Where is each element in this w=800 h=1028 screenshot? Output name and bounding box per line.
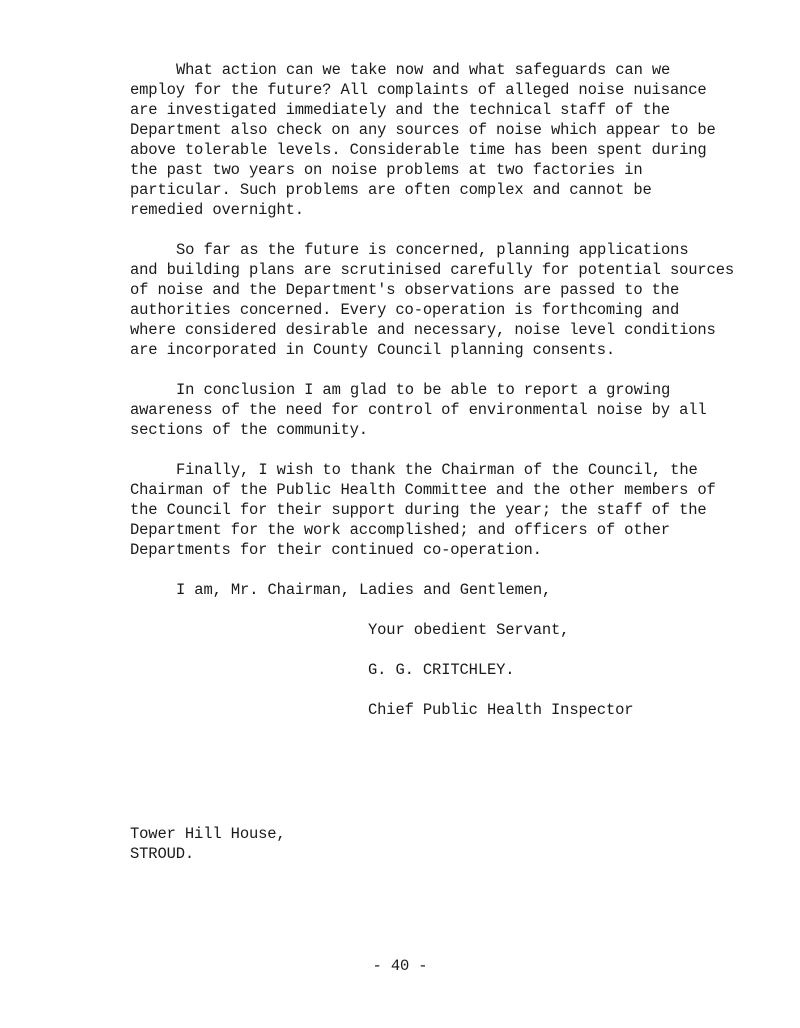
text-line: Department for the work accomplished; and officers of other (130, 521, 670, 539)
address-line: Tower Hill House, (130, 825, 286, 843)
signatory-position: Chief Public Health Inspector (368, 701, 634, 719)
text-line: the past two years on noise problems at two factories in (130, 161, 643, 179)
signatory-name: G. G. CRITCHLEY. (368, 661, 515, 679)
salutation: I am, Mr. Chairman, Ladies and Gentlemen, (176, 581, 552, 599)
text-line: awareness of the need for control of environmental noise by all (130, 401, 707, 419)
text-line: employ for the future? All complaints of alleged noise nuisance (130, 81, 707, 99)
text-line: What action can we take now and what safeguards can we (176, 61, 671, 79)
text-line: and building plans are scrutinised carefully for potential sources (130, 261, 735, 279)
valediction: Your obedient Servant, (368, 621, 570, 639)
text-line: particular. Such problems are often complex and cannot be (130, 181, 652, 199)
text-line: sections of the community. (130, 421, 368, 439)
text-line: So far as the future is concerned, planning applications (176, 241, 689, 259)
text-line: are incorporated in County Council planning consents. (130, 341, 616, 359)
text-line: Chairman of the Public Health Committee and the other members of (130, 481, 716, 499)
text-line: Departments for their continued co-operation. (130, 541, 542, 559)
text-line: of noise and the Department's observations are passed to the (130, 281, 680, 299)
text-line: In conclusion I am glad to be able to report a growing (176, 381, 671, 399)
text-line: Finally, I wish to thank the Chairman of the Council, the (176, 461, 698, 479)
address-line: STROUD. (130, 845, 195, 863)
text-line: Department also check on any sources of noise which appear to be (130, 121, 716, 139)
page-number: - 40 - (372, 957, 428, 975)
text-line: remedied overnight. (130, 201, 304, 219)
text-line: where considered desirable and necessary, noise level conditions (130, 321, 716, 339)
text-line: the Council for their support during the year; the staff of the (130, 501, 707, 519)
text-line: above tolerable levels. Considerable time has been spent during (130, 141, 707, 159)
text-line: authorities concerned. Every co-operation is forthcoming and (130, 301, 680, 319)
text-line: are investigated immediately and the technical staff of the (130, 101, 670, 119)
